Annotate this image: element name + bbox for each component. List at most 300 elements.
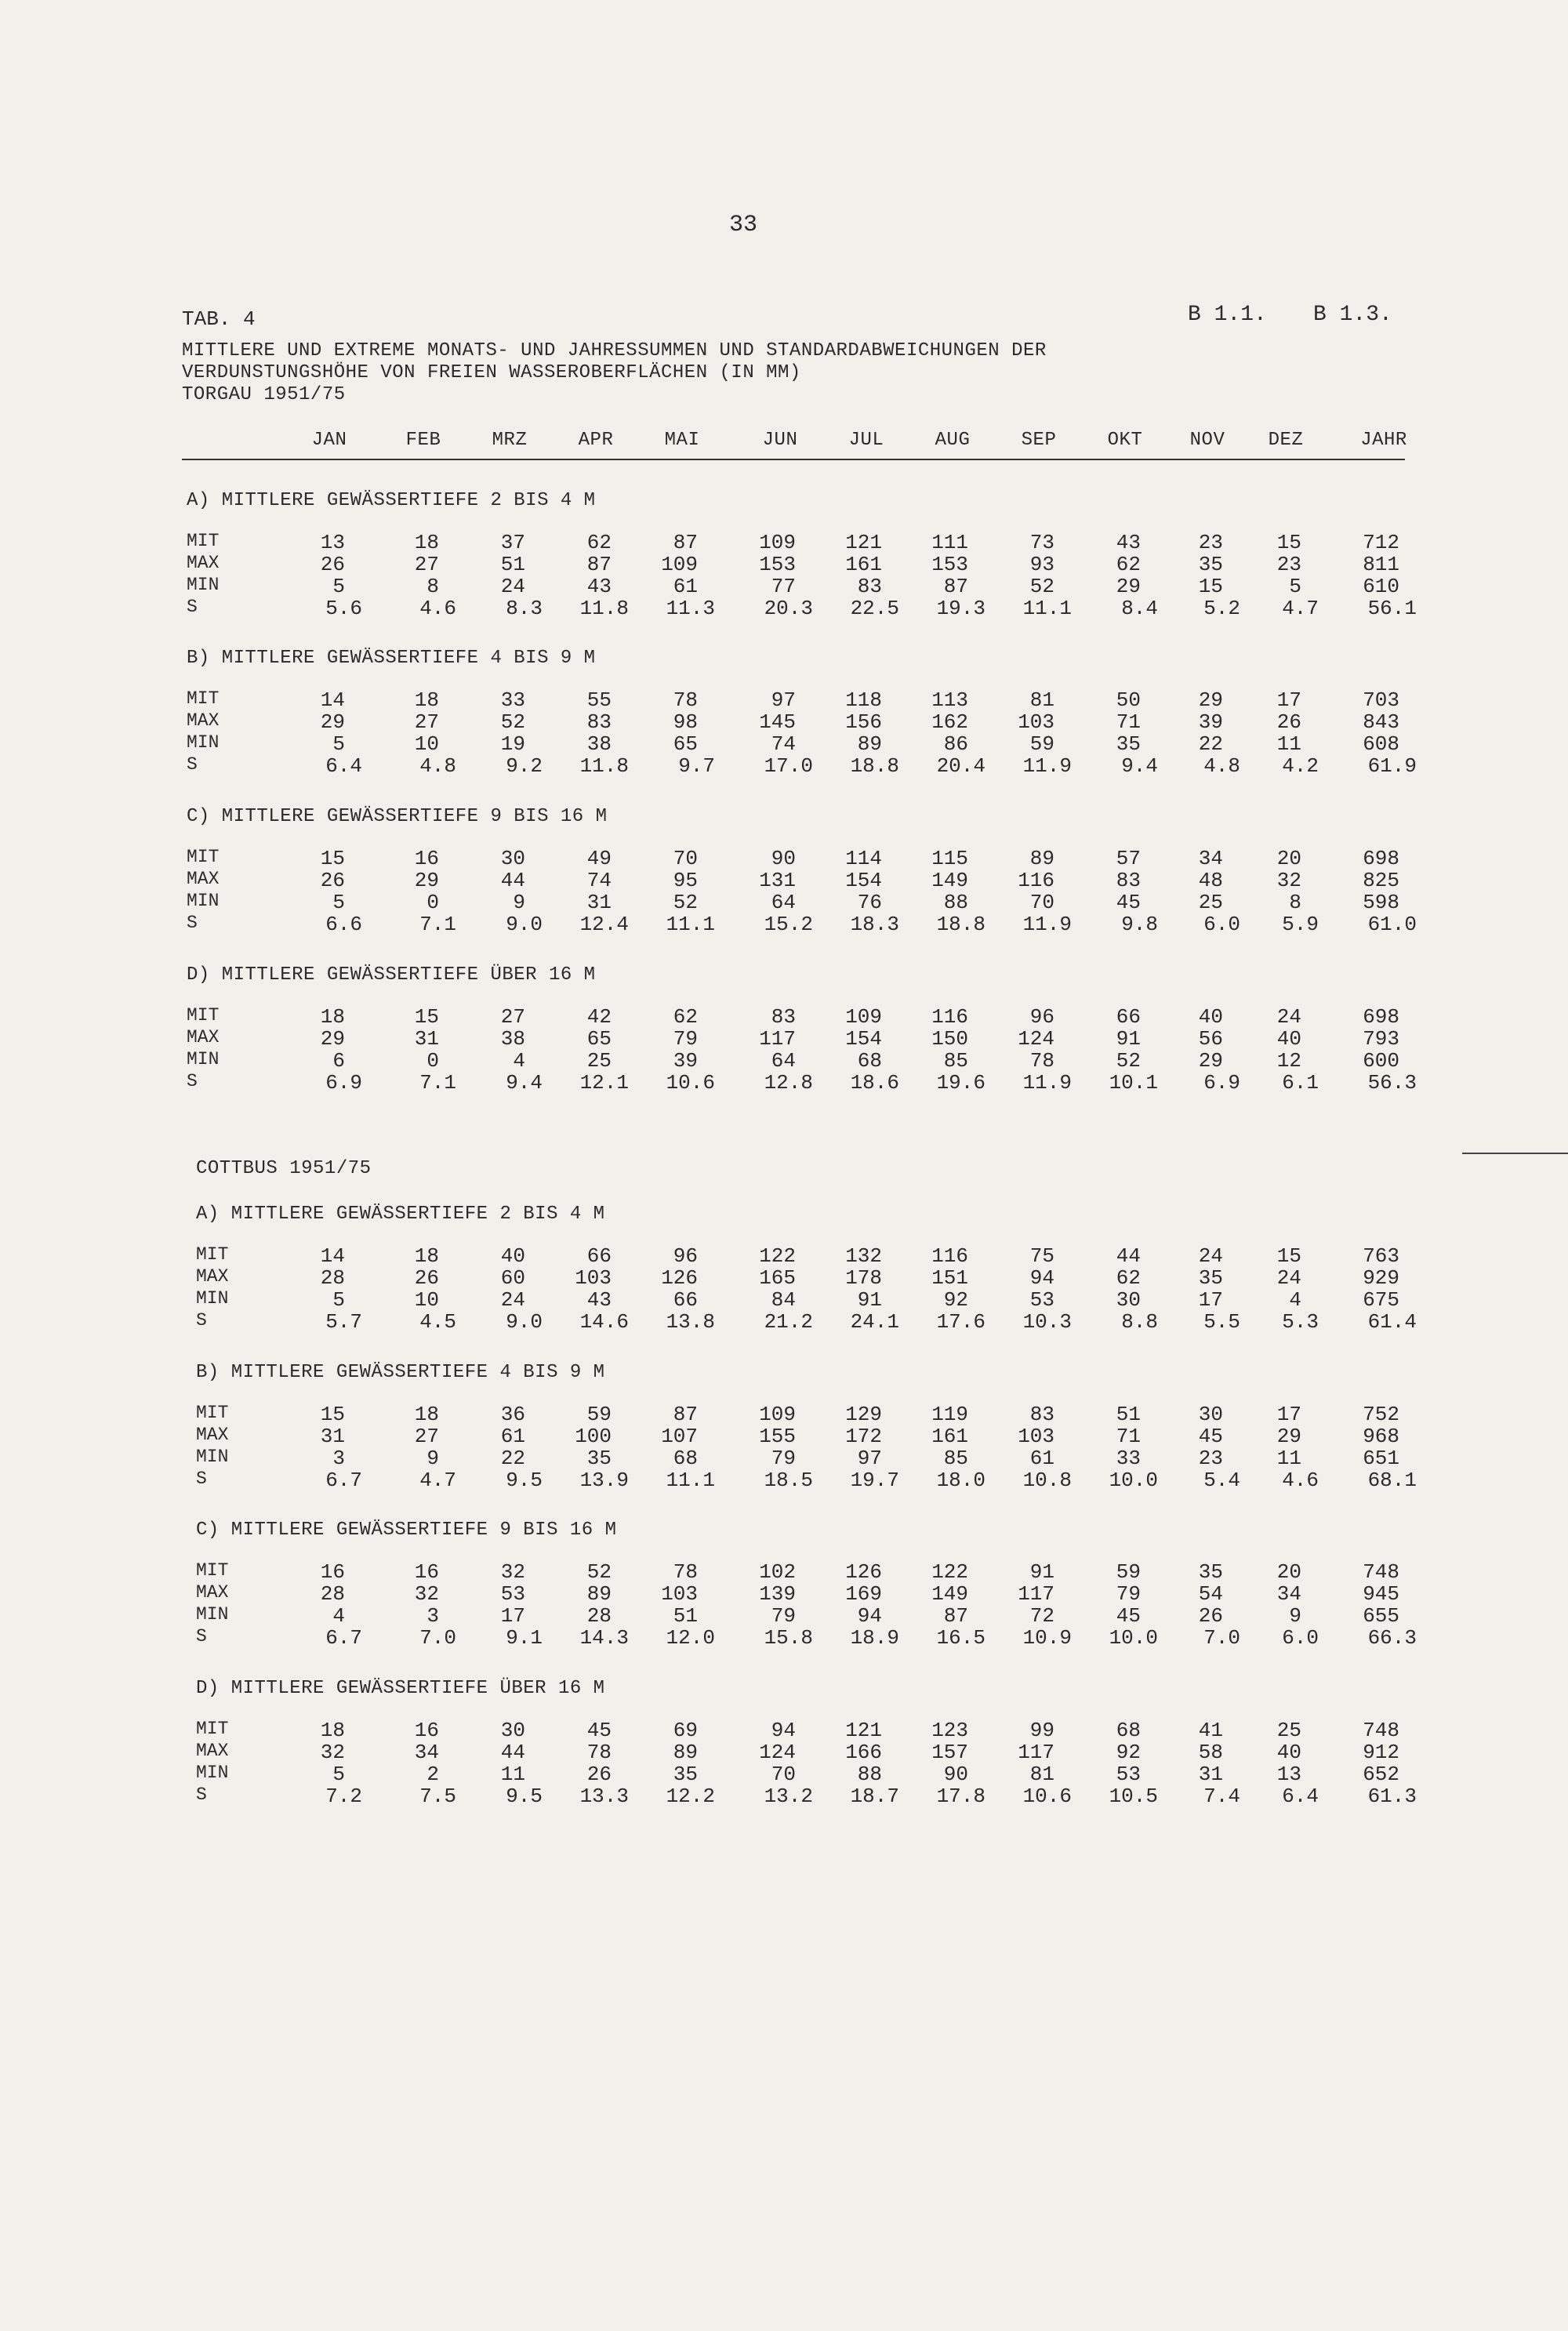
- cell-sep: 11.9: [1022, 754, 1072, 778]
- cell-feb: 26: [414, 1266, 439, 1290]
- cell-dez: 20: [1276, 847, 1301, 870]
- cell-jan: 26: [320, 553, 345, 576]
- column-header-okt: OKT: [1107, 430, 1143, 451]
- cell-okt: 53: [1116, 1763, 1141, 1786]
- cell-feb: 2: [426, 1763, 439, 1786]
- cell-sep: 103: [1018, 1425, 1054, 1448]
- cell-sep: 61: [1029, 1447, 1054, 1470]
- cell-mrz: 9.0: [506, 1310, 543, 1334]
- cell-aug: 85: [943, 1447, 968, 1470]
- cell-feb: 27: [414, 1425, 439, 1448]
- cell-mrz: 61: [500, 1425, 525, 1448]
- cell-jun: 122: [759, 1244, 796, 1268]
- table-row-s: [187, 754, 1417, 778]
- section-title: B) MITTLERE GEWÄSSERTIEFE 4 BIS 9 M: [196, 1362, 605, 1383]
- cell-nov: 6.0: [1203, 913, 1240, 936]
- cell-nov: 5.5: [1203, 1310, 1240, 1334]
- table-row-s: [187, 913, 1417, 936]
- cell-apr: 62: [586, 531, 612, 554]
- table-row-min: [196, 1447, 1411, 1470]
- section-title: A) MITTLERE GEWÄSSERTIEFE 2 BIS 4 M: [187, 490, 596, 511]
- cell-nov: 48: [1198, 869, 1223, 892]
- cell-mai: 109: [661, 553, 698, 576]
- cell-mrz: 40: [500, 1244, 525, 1268]
- cell-jahr: 752: [1363, 1403, 1399, 1426]
- row-label: MIN: [187, 891, 220, 911]
- cell-jahr: 748: [1363, 1560, 1399, 1584]
- cell-mai: 12.2: [666, 1785, 715, 1808]
- cell-apr: 12.4: [579, 913, 629, 936]
- cell-okt: 66: [1116, 1005, 1141, 1029]
- cell-jul: 172: [845, 1425, 882, 1448]
- cell-nov: 35: [1198, 1560, 1223, 1584]
- cell-apr: 52: [586, 1560, 612, 1584]
- column-header-apr: APR: [578, 430, 614, 451]
- cell-mrz: 19: [500, 732, 525, 756]
- cell-sep: 10.3: [1022, 1310, 1072, 1334]
- cell-okt: 71: [1116, 1425, 1141, 1448]
- cell-aug: 90: [943, 1763, 968, 1786]
- cell-aug: 87: [943, 575, 968, 598]
- cell-jun: 145: [759, 710, 796, 734]
- column-header-jan: JAN: [311, 430, 347, 451]
- cell-apr: 12.1: [579, 1071, 629, 1095]
- cell-aug: 162: [931, 710, 968, 734]
- row-label: MIN: [196, 1447, 229, 1467]
- cell-dez: 25: [1276, 1719, 1301, 1742]
- cell-sep: 103: [1018, 710, 1054, 734]
- cell-feb: 0: [426, 891, 439, 914]
- cell-apr: 65: [586, 1027, 612, 1051]
- cell-jul: 121: [845, 531, 882, 554]
- cell-mai: 87: [673, 531, 698, 554]
- table-row-mit: [196, 1560, 1411, 1584]
- table-row-mit: [187, 847, 1411, 870]
- cell-apr: 78: [586, 1741, 612, 1764]
- cell-dez: 40: [1276, 1027, 1301, 1051]
- cell-sep: 99: [1029, 1719, 1054, 1742]
- row-label: MAX: [187, 869, 220, 889]
- row-label: MIT: [196, 1719, 229, 1739]
- cell-okt: 92: [1116, 1741, 1141, 1764]
- cell-jahr: 811: [1363, 553, 1399, 576]
- cell-sep: 89: [1029, 847, 1054, 870]
- column-header-dez: DEZ: [1268, 430, 1304, 451]
- cell-jahr: 912: [1363, 1741, 1399, 1764]
- section-title: B) MITTLERE GEWÄSSERTIEFE 4 BIS 9 M: [187, 648, 596, 669]
- cell-sep: 11.9: [1022, 913, 1072, 936]
- cell-sep: 10.9: [1022, 1626, 1072, 1650]
- cell-aug: 18.8: [936, 913, 985, 936]
- cell-jahr: 61.4: [1367, 1310, 1417, 1334]
- cell-jahr: 698: [1363, 1005, 1399, 1029]
- cell-dez: 6.0: [1282, 1626, 1319, 1650]
- row-label: MIN: [187, 732, 220, 753]
- cell-dez: 4: [1289, 1288, 1301, 1312]
- cell-jul: 121: [845, 1719, 882, 1742]
- cell-mai: 12.0: [666, 1626, 715, 1650]
- cell-jul: 118: [845, 688, 882, 712]
- cell-okt: 45: [1116, 1604, 1141, 1628]
- cell-sep: 10.8: [1022, 1469, 1072, 1492]
- cell-okt: 35: [1116, 732, 1141, 756]
- cell-dez: 4.2: [1282, 754, 1319, 778]
- cell-jun: 155: [759, 1425, 796, 1448]
- cell-dez: 8: [1289, 891, 1301, 914]
- cell-jahr: 793: [1363, 1027, 1399, 1051]
- cell-feb: 7.1: [419, 1071, 456, 1095]
- cell-sep: 116: [1018, 869, 1054, 892]
- table-row-min: [187, 732, 1411, 756]
- cell-dez: 17: [1276, 688, 1301, 712]
- cell-feb: 34: [414, 1741, 439, 1764]
- cell-mai: 98: [673, 710, 698, 734]
- table-row-min: [187, 1049, 1411, 1073]
- cell-jul: 18.9: [850, 1626, 899, 1650]
- cell-okt: 43: [1116, 531, 1141, 554]
- cell-mai: 39: [673, 1049, 698, 1073]
- cell-apr: 103: [575, 1266, 612, 1290]
- cell-aug: 92: [943, 1288, 968, 1312]
- cell-jul: 129: [845, 1403, 882, 1426]
- table-row-min: [196, 1763, 1411, 1786]
- cell-dez: 34: [1276, 1582, 1301, 1606]
- cell-nov: 5.4: [1203, 1469, 1240, 1492]
- cell-okt: 68: [1116, 1719, 1141, 1742]
- cell-apr: 14.6: [579, 1310, 629, 1334]
- cell-jan: 15: [320, 847, 345, 870]
- cell-feb: 10: [414, 732, 439, 756]
- cell-jahr: 652: [1363, 1763, 1399, 1786]
- cell-aug: 150: [931, 1027, 968, 1051]
- cell-jun: 109: [759, 531, 796, 554]
- cell-aug: 149: [931, 1582, 968, 1606]
- cell-okt: 8.4: [1121, 597, 1158, 620]
- cell-feb: 16: [414, 1719, 439, 1742]
- cell-mrz: 9: [513, 891, 525, 914]
- cell-jul: 18.7: [850, 1785, 899, 1808]
- cell-sep: 91: [1029, 1560, 1054, 1584]
- cell-jul: 18.3: [850, 913, 899, 936]
- cell-jun: 90: [771, 847, 796, 870]
- row-label: MIT: [187, 531, 220, 551]
- cell-okt: 10.0: [1109, 1626, 1158, 1650]
- cell-jul: 88: [857, 1763, 882, 1786]
- cell-mai: 61: [673, 575, 698, 598]
- cell-jul: 68: [857, 1049, 882, 1073]
- cell-okt: 91: [1116, 1027, 1141, 1051]
- cell-dez: 5: [1289, 575, 1301, 598]
- cell-sep: 117: [1018, 1582, 1054, 1606]
- cell-okt: 33: [1116, 1447, 1141, 1470]
- cell-aug: 149: [931, 869, 968, 892]
- cell-apr: 38: [586, 732, 612, 756]
- cell-apr: 74: [586, 869, 612, 892]
- cell-mrz: 11: [500, 1763, 525, 1786]
- column-header-sep: SEP: [1021, 430, 1057, 451]
- cell-jul: 83: [857, 575, 882, 598]
- cell-feb: 8: [426, 575, 439, 598]
- table-row-max: [187, 1027, 1411, 1051]
- cell-dez: 12: [1276, 1049, 1301, 1073]
- cell-jahr: 843: [1363, 710, 1399, 734]
- row-label: MIN: [196, 1763, 229, 1783]
- cell-nov: 56: [1198, 1027, 1223, 1051]
- cell-sep: 11.9: [1022, 1071, 1072, 1095]
- cell-mai: 35: [673, 1763, 698, 1786]
- cell-nov: 40: [1198, 1005, 1223, 1029]
- column-header-jahr: JAHR: [1360, 430, 1407, 451]
- cell-okt: 83: [1116, 869, 1141, 892]
- cell-jul: 19.7: [850, 1469, 899, 1492]
- cell-nov: 7.4: [1203, 1785, 1240, 1808]
- table-row-mit: [196, 1403, 1411, 1426]
- cell-feb: 18: [414, 688, 439, 712]
- cell-mai: 96: [673, 1244, 698, 1268]
- cell-nov: 29: [1198, 688, 1223, 712]
- cell-apr: 89: [586, 1582, 612, 1606]
- cell-mrz: 51: [500, 553, 525, 576]
- cell-jun: 97: [771, 688, 796, 712]
- cell-jan: 18: [320, 1719, 345, 1742]
- cell-okt: 62: [1116, 553, 1141, 576]
- cell-nov: 41: [1198, 1719, 1223, 1742]
- cell-jan: 5: [332, 891, 345, 914]
- cell-mrz: 4: [513, 1049, 525, 1073]
- cell-jun: 79: [771, 1447, 796, 1470]
- cell-jahr: 56.3: [1367, 1071, 1417, 1095]
- cell-jul: 169: [845, 1582, 882, 1606]
- row-label: MAX: [196, 1582, 229, 1603]
- cell-mai: 10.6: [666, 1071, 715, 1095]
- cell-nov: 24: [1198, 1244, 1223, 1268]
- cell-jun: 94: [771, 1719, 796, 1742]
- cell-mai: 79: [673, 1027, 698, 1051]
- cell-apr: 100: [575, 1425, 612, 1448]
- cell-apr: 14.3: [579, 1626, 629, 1650]
- cell-mrz: 17: [500, 1604, 525, 1628]
- column-header-nov: NOV: [1189, 430, 1225, 451]
- cell-aug: 17.6: [936, 1310, 985, 1334]
- cell-aug: 20.4: [936, 754, 985, 778]
- row-label: S: [187, 754, 198, 775]
- cell-mrz: 38: [500, 1027, 525, 1051]
- cell-sep: 124: [1018, 1027, 1054, 1051]
- cell-jul: 24.1: [850, 1310, 899, 1334]
- cell-mai: 11.1: [666, 913, 715, 936]
- cell-feb: 9: [426, 1447, 439, 1470]
- table-row-mit: [187, 688, 1411, 712]
- cell-feb: 18: [414, 1403, 439, 1426]
- cell-mai: 13.8: [666, 1310, 715, 1334]
- cell-nov: 29: [1198, 1049, 1223, 1073]
- table-row-min: [187, 891, 1411, 914]
- cell-sep: 81: [1029, 1763, 1054, 1786]
- cell-jan: 4: [332, 1604, 345, 1628]
- table-row-s: [196, 1469, 1417, 1492]
- cell-sep: 59: [1029, 732, 1054, 756]
- cell-okt: 9.8: [1121, 913, 1158, 936]
- cell-jahr: 675: [1363, 1288, 1399, 1312]
- cell-aug: 157: [931, 1741, 968, 1764]
- row-label: S: [196, 1626, 207, 1647]
- cell-aug: 85: [943, 1049, 968, 1073]
- cell-jahr: 825: [1363, 869, 1399, 892]
- row-label: MIT: [187, 847, 220, 867]
- cell-sep: 93: [1029, 553, 1054, 576]
- cell-mrz: 9.5: [506, 1785, 543, 1808]
- cell-mrz: 22: [500, 1447, 525, 1470]
- section-title: A) MITTLERE GEWÄSSERTIEFE 2 BIS 4 M: [196, 1204, 605, 1225]
- cell-jul: 18.8: [850, 754, 899, 778]
- cell-okt: 10.5: [1109, 1785, 1158, 1808]
- cell-apr: 42: [586, 1005, 612, 1029]
- cell-jan: 28: [320, 1582, 345, 1606]
- cell-okt: 59: [1116, 1560, 1141, 1584]
- cell-mrz: 9.2: [506, 754, 543, 778]
- cell-mai: 89: [673, 1741, 698, 1764]
- cell-dez: 15: [1276, 1244, 1301, 1268]
- cell-jan: 15: [320, 1403, 345, 1426]
- cell-apr: 13.3: [579, 1785, 629, 1808]
- cell-jun: 64: [771, 891, 796, 914]
- cell-feb: 32: [414, 1582, 439, 1606]
- cell-jun: 139: [759, 1582, 796, 1606]
- cell-mrz: 60: [500, 1266, 525, 1290]
- cell-jahr: 945: [1363, 1582, 1399, 1606]
- cell-jan: 26: [320, 869, 345, 892]
- cell-jahr: 608: [1363, 732, 1399, 756]
- cell-jan: 6.4: [325, 754, 362, 778]
- cell-feb: 3: [426, 1604, 439, 1628]
- row-label: S: [196, 1310, 207, 1331]
- cell-feb: 7.1: [419, 913, 456, 936]
- cell-feb: 4.5: [419, 1310, 456, 1334]
- column-header-row: [0, 430, 1568, 453]
- cell-jun: 83: [771, 1005, 796, 1029]
- row-label: MAX: [196, 1741, 229, 1761]
- cell-jul: 76: [857, 891, 882, 914]
- cell-mai: 69: [673, 1719, 698, 1742]
- cell-apr: 25: [586, 1049, 612, 1073]
- table-label: TAB. 4: [182, 307, 256, 331]
- cell-feb: 7.5: [419, 1785, 456, 1808]
- cell-mrz: 30: [500, 847, 525, 870]
- cell-jan: 16: [320, 1560, 345, 1584]
- cell-nov: 26: [1198, 1604, 1223, 1628]
- cell-nov: 35: [1198, 1266, 1223, 1290]
- cell-mai: 126: [661, 1266, 698, 1290]
- column-header-jun: JUN: [762, 430, 798, 451]
- cell-jun: 77: [771, 575, 796, 598]
- cell-jun: 18.5: [764, 1469, 813, 1492]
- cell-apr: 66: [586, 1244, 612, 1268]
- column-header-feb: FEB: [405, 430, 441, 451]
- cell-feb: 7.0: [419, 1626, 456, 1650]
- cell-jahr: 655: [1363, 1604, 1399, 1628]
- cell-nov: 35: [1198, 553, 1223, 576]
- cell-mai: 107: [661, 1425, 698, 1448]
- row-label: MIN: [187, 575, 220, 595]
- cell-aug: 122: [931, 1560, 968, 1584]
- cell-jahr: 651: [1363, 1447, 1399, 1470]
- cell-mrz: 9.5: [506, 1469, 543, 1492]
- cell-aug: 115: [931, 847, 968, 870]
- cell-jan: 14: [320, 1244, 345, 1268]
- cell-mai: 11.1: [666, 1469, 715, 1492]
- cell-jun: 17.0: [764, 754, 813, 778]
- cell-sep: 94: [1029, 1266, 1054, 1290]
- reference-code-2: B 1.3.: [1313, 303, 1392, 327]
- cell-okt: 51: [1116, 1403, 1141, 1426]
- cell-jan: 28: [320, 1266, 345, 1290]
- cell-nov: 25: [1198, 891, 1223, 914]
- cell-nov: 5.2: [1203, 597, 1240, 620]
- cell-apr: 13.9: [579, 1469, 629, 1492]
- cell-jan: 6: [332, 1049, 345, 1073]
- section-title: C) MITTLERE GEWÄSSERTIEFE 9 BIS 16 M: [187, 806, 608, 827]
- cell-mai: 65: [673, 732, 698, 756]
- page-number: 33: [729, 212, 758, 238]
- cell-nov: 31: [1198, 1763, 1223, 1786]
- cell-mai: 66: [673, 1288, 698, 1312]
- cell-mai: 11.3: [666, 597, 715, 620]
- cell-jul: 89: [857, 732, 882, 756]
- cell-okt: 30: [1116, 1288, 1141, 1312]
- cell-okt: 62: [1116, 1266, 1141, 1290]
- cell-feb: 15: [414, 1005, 439, 1029]
- cell-nov: 45: [1198, 1425, 1223, 1448]
- cell-mrz: 27: [500, 1005, 525, 1029]
- cell-sep: 11.1: [1022, 597, 1072, 620]
- cell-jan: 6.7: [325, 1626, 362, 1650]
- cell-mrz: 36: [500, 1403, 525, 1426]
- cell-nov: 4.8: [1203, 754, 1240, 778]
- cell-jahr: 929: [1363, 1266, 1399, 1290]
- cell-aug: 87: [943, 1604, 968, 1628]
- cell-jan: 3: [332, 1447, 345, 1470]
- cell-jun: 74: [771, 732, 796, 756]
- cell-jun: 131: [759, 869, 796, 892]
- cell-jun: 15.8: [764, 1626, 813, 1650]
- table-row-max: [196, 1582, 1411, 1606]
- cell-aug: 161: [931, 1425, 968, 1448]
- cell-nov: 23: [1198, 1447, 1223, 1470]
- cell-jahr: 61.3: [1367, 1785, 1417, 1808]
- section-title: C) MITTLERE GEWÄSSERTIEFE 9 BIS 16 M: [196, 1520, 617, 1541]
- station-name: COTTBUS 1951/75: [196, 1158, 372, 1179]
- cell-aug: 113: [931, 688, 968, 712]
- cell-sep: 52: [1029, 575, 1054, 598]
- cell-dez: 24: [1276, 1005, 1301, 1029]
- cell-jun: 15.2: [764, 913, 813, 936]
- cell-mai: 95: [673, 869, 698, 892]
- cell-feb: 0: [426, 1049, 439, 1073]
- cell-dez: 11: [1276, 1447, 1301, 1470]
- cell-feb: 4.8: [419, 754, 456, 778]
- cell-okt: 10.0: [1109, 1469, 1158, 1492]
- header-rule: [182, 459, 1405, 460]
- cell-dez: 32: [1276, 869, 1301, 892]
- cell-feb: 27: [414, 553, 439, 576]
- cell-jun: 64: [771, 1049, 796, 1073]
- cell-jan: 6.7: [325, 1469, 362, 1492]
- section-title: D) MITTLERE GEWÄSSERTIEFE ÜBER 16 M: [187, 964, 596, 986]
- cell-aug: 19.6: [936, 1071, 985, 1095]
- cell-aug: 116: [931, 1244, 968, 1268]
- cell-jul: 109: [845, 1005, 882, 1029]
- cell-jahr: 61.0: [1367, 913, 1417, 936]
